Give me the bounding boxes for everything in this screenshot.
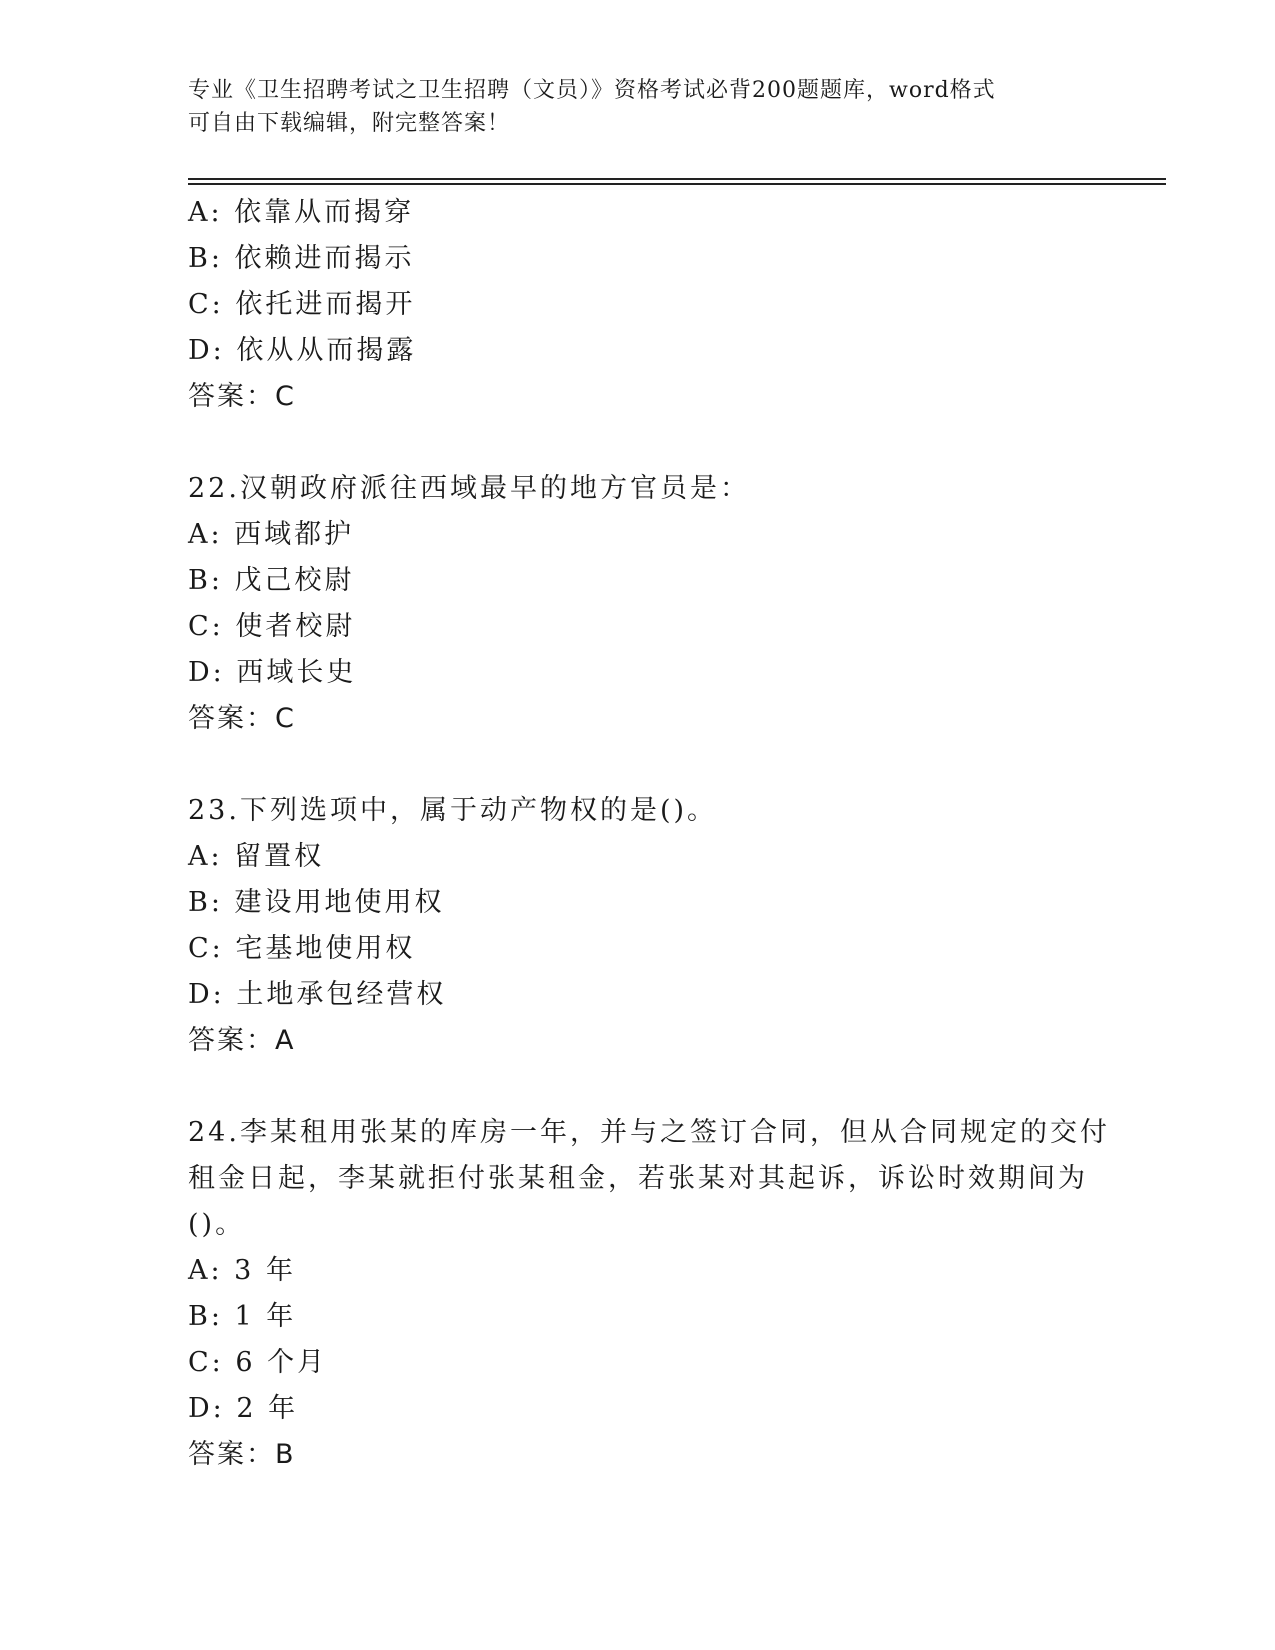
option-a: A: 依靠从而揭穿 bbox=[188, 197, 415, 228]
option-c: C: 依托进而揭开 bbox=[188, 289, 416, 320]
question-23-block bbox=[188, 788, 1088, 1064]
question-content bbox=[188, 190, 1110, 1478]
option-d: D: 2 年 bbox=[188, 1393, 299, 1424]
question-21-block bbox=[188, 190, 1088, 420]
header-rule-bottom bbox=[188, 183, 1166, 185]
question-text: 23.下列选项中，属于动产物权的是()。 bbox=[188, 795, 718, 826]
option-d: D: 依从从而揭露 bbox=[188, 335, 417, 366]
header-line-1: 专业《卫生招聘考试之卫生招聘（文员）》资格考试必背200题题库，word格式 bbox=[188, 78, 996, 103]
option-c: C: 宅基地使用权 bbox=[188, 933, 416, 964]
spacer bbox=[188, 742, 1088, 788]
question-text-line-2: 租金日起，李某就拒付张某租金，若张某对其起诉，诉讼时效期间为 bbox=[188, 1163, 1088, 1194]
question-text: 22.汉朝政府派往西域最早的地方官员是： bbox=[188, 473, 750, 504]
answer-label: 答案：C bbox=[188, 381, 296, 412]
header-rule-top bbox=[188, 178, 1166, 180]
spacer bbox=[188, 420, 1088, 466]
option-b: B: 1 年 bbox=[188, 1301, 297, 1332]
option-a: A: 西域都护 bbox=[188, 519, 355, 550]
option-d: D: 西域长史 bbox=[188, 657, 357, 688]
question-24-block bbox=[188, 1110, 1110, 1478]
answer-label: 答案：A bbox=[188, 1025, 296, 1056]
option-c: C: 使者校尉 bbox=[188, 611, 356, 642]
option-b: B: 依赖进而揭示 bbox=[188, 243, 415, 274]
header-line-2: 可自由下载编辑，附完整答案！ bbox=[188, 111, 511, 136]
document-header bbox=[188, 74, 1088, 140]
question-text-line-3: ()。 bbox=[188, 1209, 246, 1240]
answer-label: 答案：B bbox=[188, 1439, 296, 1470]
option-c: C: 6 个月 bbox=[188, 1347, 328, 1378]
option-b: B: 戊己校尉 bbox=[188, 565, 355, 596]
option-b: B: 建设用地使用权 bbox=[188, 887, 445, 918]
spacer bbox=[188, 1064, 1088, 1110]
option-d: D: 土地承包经营权 bbox=[188, 979, 447, 1010]
answer-label: 答案：C bbox=[188, 703, 296, 734]
option-a: A: 3 年 bbox=[188, 1255, 296, 1286]
question-text-line-1: 24.李某租用张某的库房一年，并与之签订合同，但从合同规定的交付 bbox=[188, 1117, 1110, 1148]
question-22-block bbox=[188, 466, 1088, 742]
option-a: A: 留置权 bbox=[188, 841, 325, 872]
